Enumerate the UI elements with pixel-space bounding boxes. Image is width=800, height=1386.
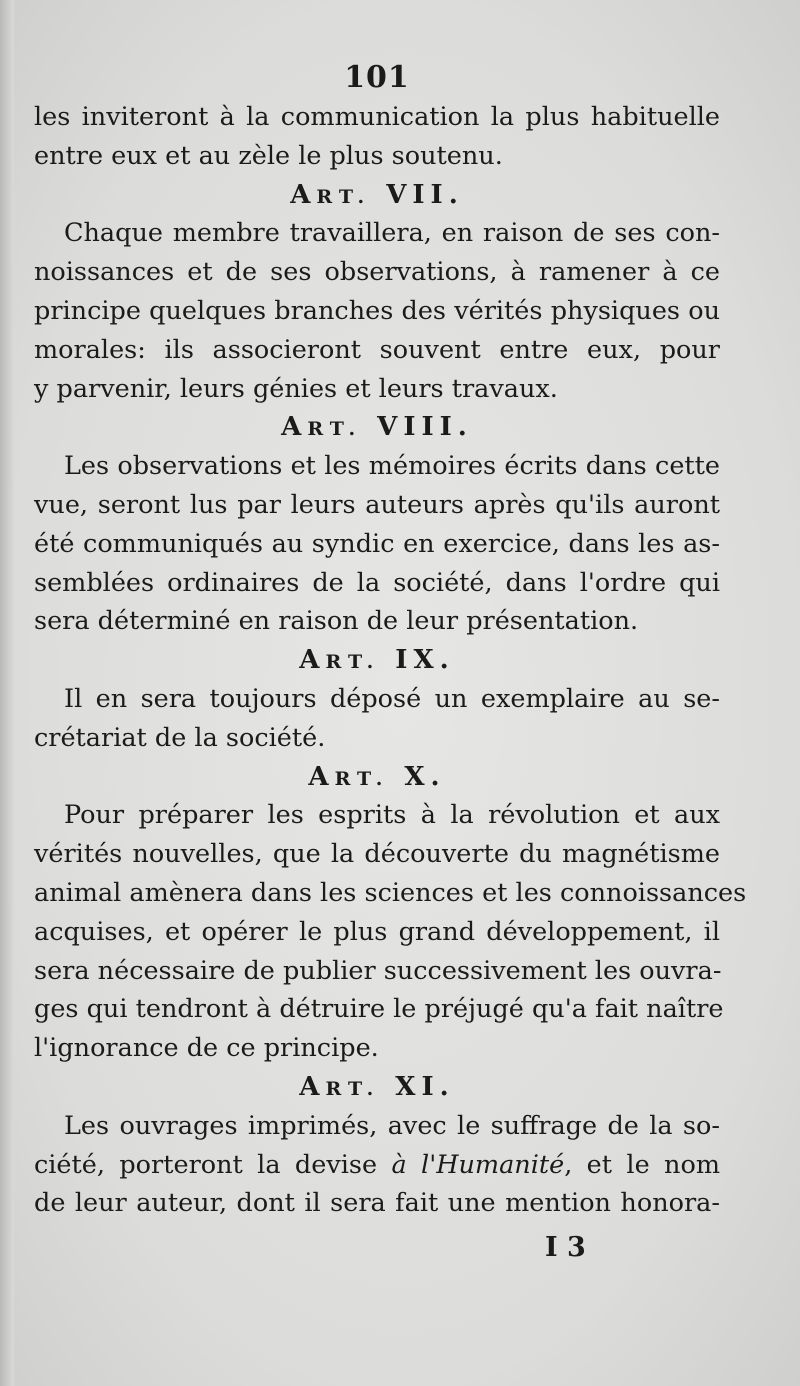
body-text [34,98,747,1223]
text-line: morales: ils associeront souvent entre eux, pour [34,334,720,365]
text-block [34,58,747,1223]
text-line: Les ouvrages imprimés, avec le suffrage de la so- [64,1110,720,1141]
signature-mark: I 3 [545,1232,586,1263]
text-line: de leur auteur, dont il sera fait une mention honora- [34,1188,720,1219]
text-line: Pour préparer les esprits à la révolution et aux [64,800,720,831]
article-heading: ART. X. [308,761,446,792]
article-heading: ART. XI. [299,1071,455,1102]
text-line: Les observations et les mémoires écrits dans cette [64,451,720,482]
text-line: crétariat de la société. [34,722,326,753]
text-line: noissances et de ses observations, à ramener à ce [34,257,720,288]
text-line: principe quelques branches des vérités physiques ou [34,295,720,326]
article-heading: ART. IX. [299,645,455,676]
text-line: Chaque membre travaillera, en raison de ses con- [64,218,720,249]
article-heading: ART. VIII. [281,412,473,443]
text-line: animal amènera dans les sciences et les connoissances [34,877,747,908]
text-line: vue, seront lus par leurs auteurs après qu'ils auront [34,489,720,520]
text-line: semblées ordinaires de la société, dans l'ordre qui [34,567,720,598]
page-number: 101 [344,60,410,95]
text-line: Il en sera toujours déposé un exemplaire au se- [64,683,720,714]
text-line: sera nécessaire de publier successivement les ouvra- [34,955,722,986]
text-line: entre eux et au zèle le plus soutenu. [34,140,503,171]
page-gutter [0,0,14,1386]
text-line: acquises, et opérer le plus grand développement, il [34,916,720,947]
article-heading: ART. VII. [290,179,464,210]
text-line: vérités nouvelles, que la découverte du magnétisme [34,839,720,870]
text-line: l'ignorance de ce principe. [34,1033,379,1064]
text-line: ciété, porteront la devise à l'Humanité, et le nom [34,1149,720,1180]
text-line: sera déterminé en raison de leur présentation. [34,606,639,637]
text-line: y parvenir, leurs génies et leurs travaux. [34,373,558,404]
text-line: ges qui tendront à détruire le préjugé qu'a fait naître [34,994,724,1025]
text-line: les inviteront à la communication la plus habituelle [34,102,720,132]
text-line: été communiqués au syndic en exercice, dans les as- [34,528,720,559]
